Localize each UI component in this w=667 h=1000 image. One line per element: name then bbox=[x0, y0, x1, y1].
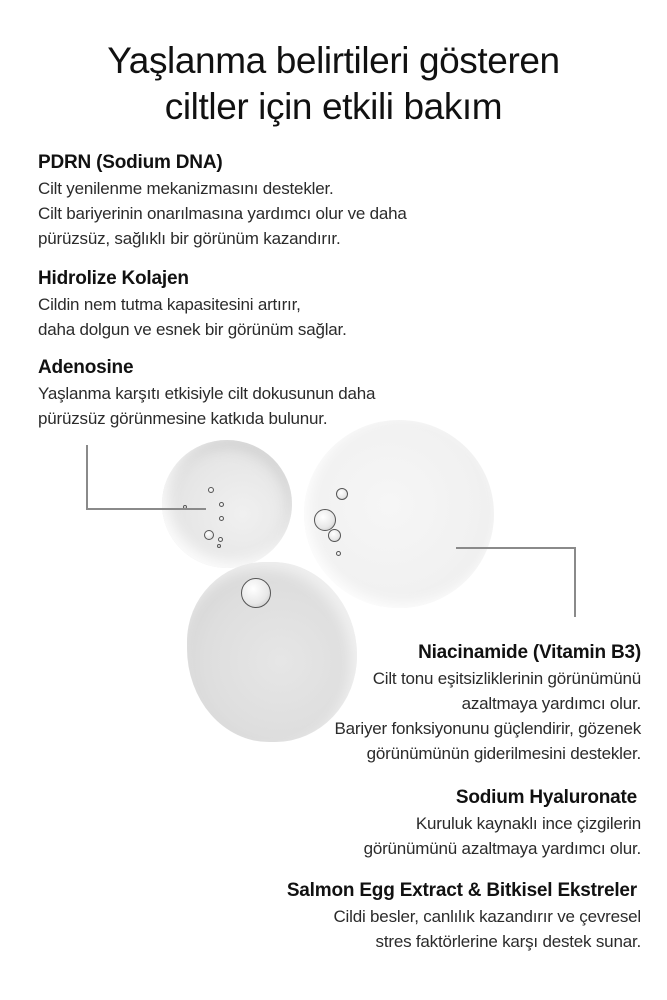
description-line: Cilt bariyerinin onarılmasına yardımcı olur ve daha bbox=[38, 204, 407, 223]
description-line: Cilt yenilenme mekanizmasını destekler. bbox=[38, 179, 334, 198]
bubble-icon bbox=[336, 551, 341, 556]
ingredient-sodium-hyaluronate bbox=[363, 785, 641, 861]
description-line: görünümünü azaltmaya yardımcı olur. bbox=[363, 839, 641, 858]
description-line: görünümünün giderilmesini destekler. bbox=[366, 744, 641, 763]
ingredient-heading: Hidrolize Kolajen bbox=[38, 268, 189, 289]
ingredient-description bbox=[287, 904, 641, 954]
connector-line-left-horizontal bbox=[86, 508, 206, 510]
bubble-icon bbox=[204, 530, 214, 540]
description-line: azaltmaya yardımcı olur. bbox=[461, 694, 641, 713]
ingredient-description bbox=[38, 292, 347, 342]
description-line: Cildin nem tutma kapasitesini artırır, bbox=[38, 295, 301, 314]
ingredient-heading: Adenosine bbox=[38, 357, 134, 378]
description-line: daha dolgun ve esnek bir görünüm sağlar. bbox=[38, 320, 347, 339]
description-line: pürüzsüz, sağlıklı bir görünüm kazandırır. bbox=[38, 229, 341, 248]
ingredient-hydrolyzed-collagen bbox=[38, 266, 347, 342]
bubble-icon bbox=[208, 487, 214, 493]
bubble-icon bbox=[218, 537, 223, 542]
title-line-1: Yaşlanma belirtileri gösteren bbox=[107, 40, 560, 81]
connector-line-right-vertical bbox=[574, 547, 576, 617]
bubble-icon bbox=[219, 516, 224, 521]
description-line: Cilt tonu eşitsizliklerinin görünümünü bbox=[372, 669, 641, 688]
ingredient-niacinamide bbox=[335, 640, 641, 766]
ingredient-heading: Salmon Egg Extract & Bitkisel Ekstreler bbox=[286, 880, 637, 901]
page-title bbox=[0, 38, 667, 130]
ingredient-heading: PDRN (Sodium DNA) bbox=[38, 152, 223, 173]
ingredient-description bbox=[335, 666, 641, 766]
description-line: Yaşlanma karşıtı etkisiyle cilt dokusunun daha bbox=[38, 384, 376, 403]
bubble-icon bbox=[336, 488, 348, 500]
description-line: Cildi besler, canlılık kazandırır ve çevresel bbox=[333, 907, 641, 926]
ingredient-heading: Niacinamide (Vitamin B3) bbox=[418, 642, 641, 663]
ingredient-description bbox=[364, 811, 641, 861]
connector-line-left-vertical bbox=[86, 445, 88, 509]
description-line: pürüzsüz görünmesine katkıda bulunur. bbox=[38, 409, 328, 428]
description-line: Kuruluk kaynaklı ince çizgilerin bbox=[415, 814, 641, 833]
bubble-icon bbox=[219, 502, 224, 507]
ingredient-description bbox=[38, 381, 375, 431]
ingredient-heading: Sodium Hyaluronate bbox=[455, 787, 637, 808]
ingredient-adenosine bbox=[38, 355, 375, 431]
bubble-icon bbox=[241, 578, 271, 608]
ingredient-description bbox=[38, 176, 407, 251]
droplet-small-icon bbox=[162, 440, 292, 568]
bubble-icon bbox=[328, 529, 341, 542]
droplet-bottom-icon bbox=[187, 562, 357, 742]
description-line: stres faktörlerine karşı destek sunar. bbox=[375, 932, 641, 951]
title-line-2: ciltler için etkili bakım bbox=[164, 86, 503, 127]
bubble-icon bbox=[217, 544, 221, 548]
bubble-icon bbox=[314, 509, 336, 531]
connector-line-right-horizontal bbox=[456, 547, 575, 549]
ingredient-pdrn bbox=[38, 150, 407, 251]
description-line: Bariyer fonksiyonunu güçlendirir, gözenek bbox=[334, 719, 641, 738]
ingredient-salmon-egg-extract bbox=[287, 878, 641, 954]
